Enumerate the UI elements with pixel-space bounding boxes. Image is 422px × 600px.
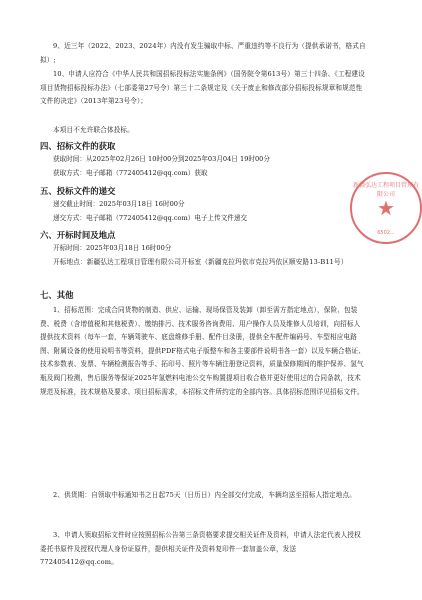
item-9: 9、近三年（2022、2023、2024年）内没有发生骗取中标、严重违约等不良行为（提供承诺书，格式自拟）; — [40, 42, 366, 64]
other-item-2: 2、供货期：自领取中标通知书之日起75天（日历日）内全部交付完成，车辆均送至招标人指定地点。 — [53, 491, 357, 499]
item-10: 10、申请人应符合《中华人民共和国招标投标法实施条例》（国务院令第613号）第三十四条、《工程建设项目货物招标投标办法》（七部委第27号令）第三十二条规定及《关于废止和修改部分招标投标规章和规范性文件的决定》（2013年第23号令）； — [40, 70, 365, 106]
company-seal — [350, 172, 422, 244]
seal-number: 6502... — [377, 230, 395, 236]
star-icon: ★ — [377, 196, 395, 220]
bid-deadline: 递交截止时间：2025年03月18日 16时00分 — [53, 200, 185, 208]
section-7-title: 七、其他 — [40, 290, 74, 300]
bid-submit-method: 递交方式：电子邮箱（772405412@qq.com）电子上传文件递交 — [53, 214, 248, 222]
section-5-title: 五、投标文件的递交 — [40, 186, 116, 196]
bid-open-place: 开标地点：新疆弘达工程项目管理有限公司开标室（新疆克拉玛依市克拉玛依区顺安路13-B11号） — [53, 258, 348, 266]
section-6-title: 六、开标时间及地点 — [40, 230, 116, 240]
section-4-title: 四、招标文件的获取 — [40, 141, 116, 151]
doc-obtain-time: 获取时间：从2025年02月26日 10时00分到2025年03月04日 19时00分 — [53, 155, 270, 163]
no-consortium-note: 本项目不允许联合体投标。 — [53, 126, 134, 134]
doc-obtain-method: 获取方式：电子邮箱（772405412@qq.com）获取 — [53, 169, 208, 177]
seal-text: 新疆弘达工程项目管理有限公司 — [352, 182, 419, 198]
bid-open-time: 开标时间：2025年03月18日 16时00分 — [53, 244, 172, 252]
other-item-3: 3、申请人领取招标文件时应按照招标公告第三条资格要求提交相关证件及资料，申请人法定代表人授权委托书原件及授权代理人身份证原件，提供相关证件及资料复印件一套加盖公章，发送772405412@qq.com。 — [40, 531, 361, 567]
other-item-1: 1、招标范围：完成合同货物的制造、供应、运输、现场保管及装卸（卸至需方指定地点），保险、包装费、税费（含增值税和其他税费）、缴纳排污、技术服务咨询费用、用户操作人员及维修人员培训，向招标人提供技术资料（每车一套，车辆驾驶车、底盘维修手册、配件目录册，提供全车配件编码号、车型相应电路图、附属设备的使用说明书等资料，提供PDF格式电子版整车和各主要部件说明书各一套）以及车辆合格证、技术参数表、发票、车辆检测报告等手、拓印号、照片等车辆注册登记资料，质量保修期间的维护保养、氢气瓶及阀门检测，售后服务等保证2025年氢燃料电池公交车购置提项目收合格并更好使用过的合同条款，技术规范及标准，技术规格及要求、项目招标需求，本招标文件所约定的全部内容。具体招标范围详见招标文件。 — [40, 306, 365, 396]
